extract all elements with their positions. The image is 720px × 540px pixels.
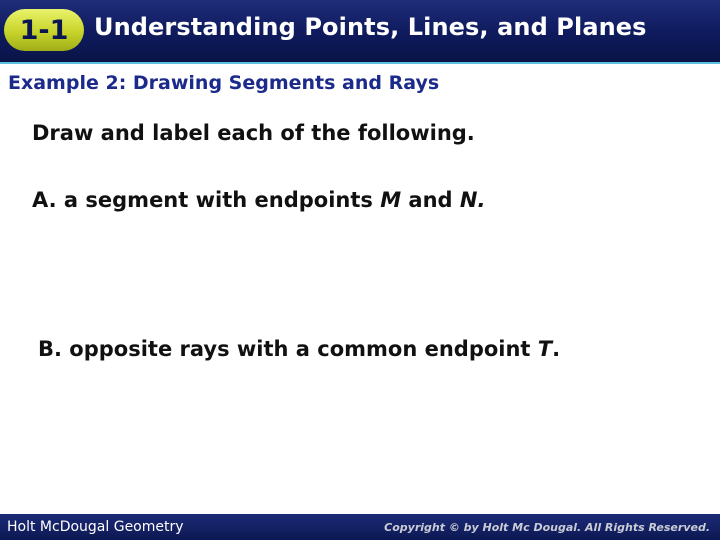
item-a-middle: and <box>401 188 460 212</box>
lesson-number-badge: 1-1 <box>4 9 84 51</box>
instruction-text: Draw and label each of the following. <box>32 121 475 145</box>
item-b-suffix: . <box>552 337 561 361</box>
item-a-prefix: A. a segment with endpoints <box>32 188 381 212</box>
item-a-suffix: . <box>477 188 486 212</box>
footer-bar <box>0 514 720 540</box>
header-divider <box>0 62 720 64</box>
item-b-var-t: T <box>537 337 553 361</box>
item-a <box>32 188 485 212</box>
example-title: Example 2: Drawing Segments and Rays <box>8 72 440 94</box>
item-a-var-m: M <box>380 188 402 212</box>
lesson-title: Understanding Points, Lines, and Planes <box>94 13 647 41</box>
title-bar <box>0 0 720 62</box>
item-b-prefix: B. opposite rays with a common endpoint <box>38 337 538 361</box>
copyright-notice: Copyright © by Holt Mc Dougal. All Rights Reserved. <box>384 521 710 534</box>
item-a-var-n: N <box>459 188 478 212</box>
item-b <box>38 337 560 361</box>
publisher-label: Holt McDougal Geometry <box>7 519 184 535</box>
